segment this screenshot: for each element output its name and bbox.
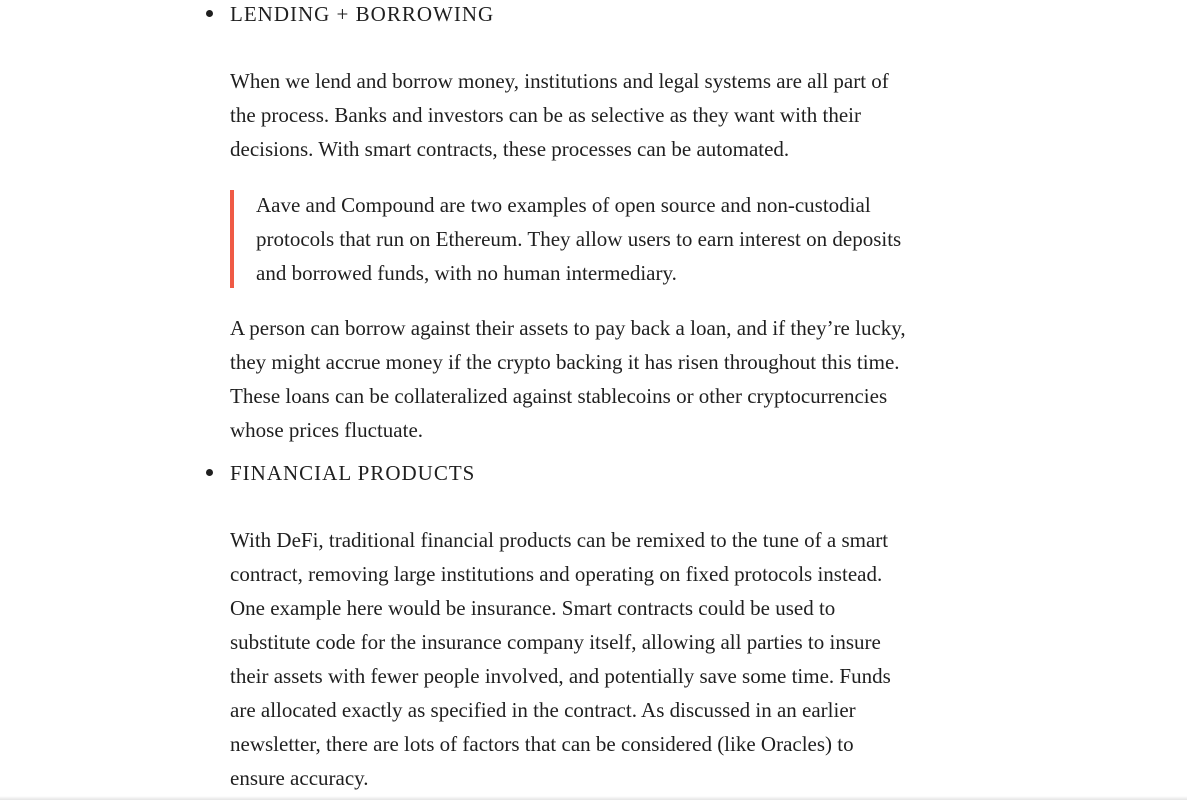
section-heading-text: LENDING + BORROWING xyxy=(230,2,495,26)
paragraph-line: the process. Banks and investors can be as selective as they want with their xyxy=(230,103,861,127)
paragraph-lending-intro xyxy=(230,64,1000,166)
paragraph-lending-collateral xyxy=(230,311,1000,447)
paragraph-line: decisions. With smart contracts, these processes can be automated. xyxy=(230,137,790,161)
paragraph-line: ensure accuracy. xyxy=(230,766,369,790)
blockquote-accent-bar xyxy=(230,190,234,288)
blockquote-aave-compound xyxy=(230,188,1026,290)
paragraph-line: their assets with fewer people involved, and potentially save some time. Funds xyxy=(230,664,891,688)
paragraph-line: whose prices fluctuate. xyxy=(230,418,424,442)
paragraph-financial-products xyxy=(230,523,1000,795)
paragraph-line: A person can borrow against their assets to pay back a loan, and if they’re lucky, xyxy=(230,316,906,340)
section-heading-financial-products xyxy=(230,459,475,487)
paragraph-line: With DeFi, traditional financial products can be remixed to the tune of a smart xyxy=(230,528,889,552)
bullet-dot-icon xyxy=(206,10,213,17)
section-heading-text: FINANCIAL PRODUCTS xyxy=(230,461,476,485)
paragraph-line: they might accrue money if the crypto backing it has risen throughout this time. xyxy=(230,350,900,374)
paragraph-line: are allocated exactly as specified in the contract. As discussed in an earlier xyxy=(230,698,856,722)
paragraph-line: contract, removing large institutions and operating on fixed protocols instead. xyxy=(230,562,883,586)
paragraph-line: newsletter, there are lots of factors that can be considered (like Oracles) to xyxy=(230,732,854,756)
quote-line: and borrowed funds, with no human intermediary. xyxy=(256,261,677,285)
bullet-dot-icon xyxy=(206,469,213,476)
bottom-edge-shadow xyxy=(0,796,1187,800)
paragraph-line: These loans can be collateralized against stablecoins or other cryptocurrencies xyxy=(230,384,888,408)
paragraph-line: substitute code for the insurance company itself, allowing all parties to insure xyxy=(230,630,881,654)
paragraph-line: When we lend and borrow money, institutions and legal systems are all part of xyxy=(230,69,889,93)
section-heading-lending-borrowing xyxy=(230,0,494,28)
quote-line: protocols that run on Ethereum. They allow users to earn interest on deposits xyxy=(256,227,902,251)
quote-line: Aave and Compound are two examples of open source and non-custodial xyxy=(256,193,871,217)
paragraph-line: One example here would be insurance. Smart contracts could be used to xyxy=(230,596,836,620)
